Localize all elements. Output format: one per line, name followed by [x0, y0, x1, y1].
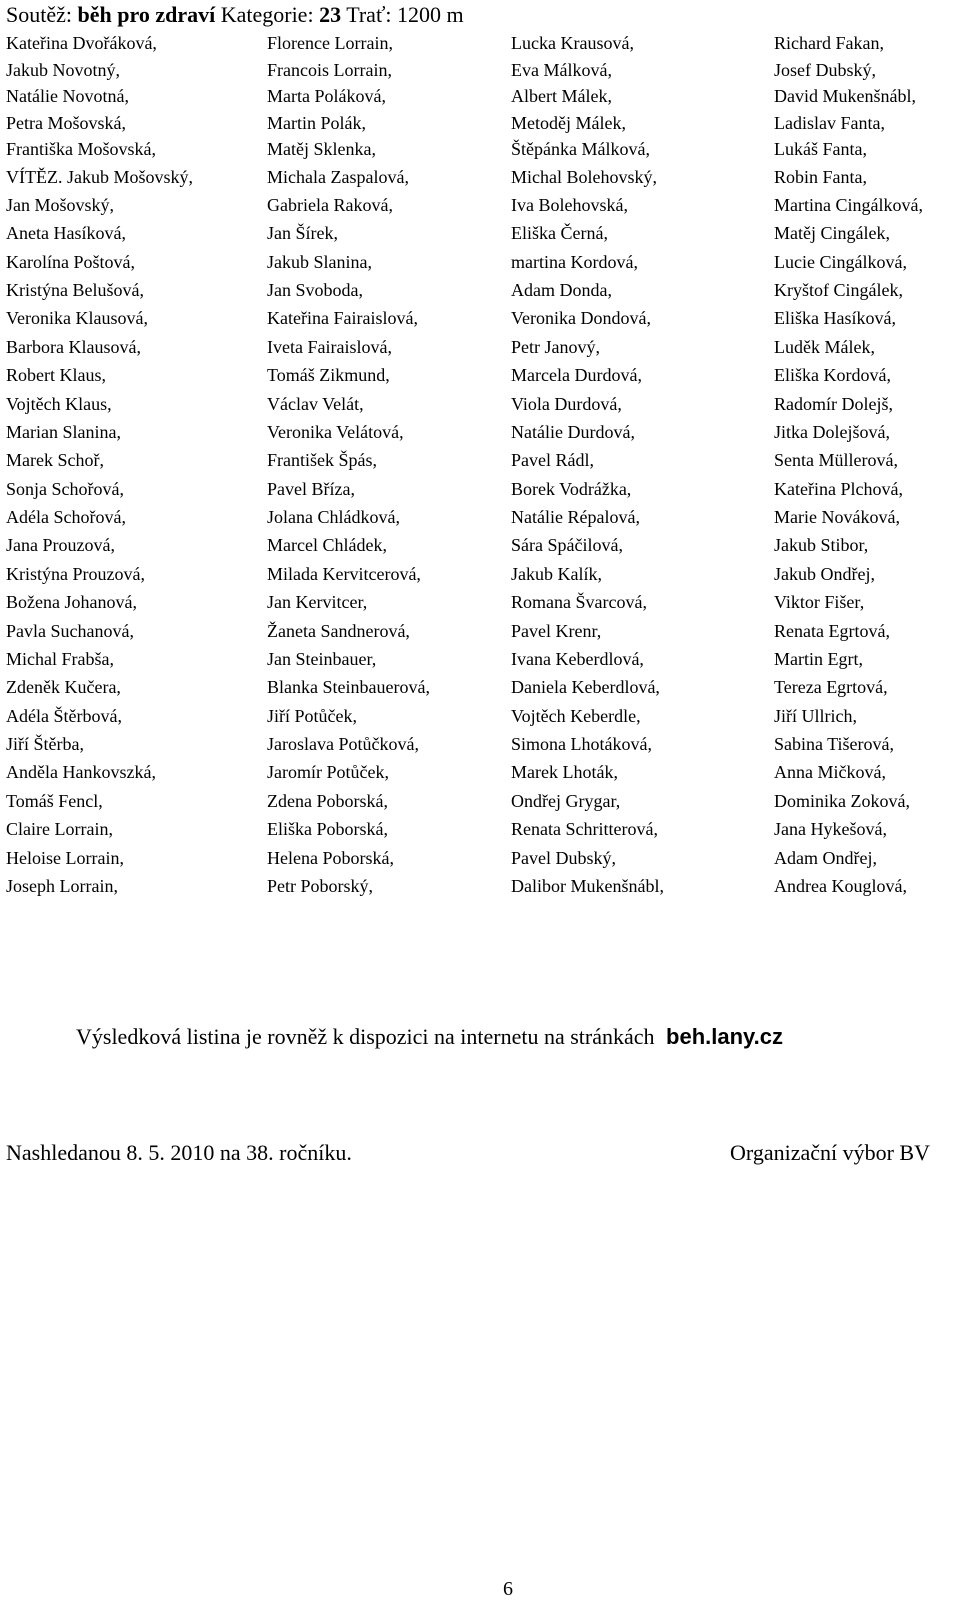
participant-name: Josef Dubský,	[774, 59, 876, 80]
participant-row	[6, 673, 956, 701]
participant-name: Kateřina Plchová,	[774, 478, 903, 499]
participant-row	[6, 191, 956, 219]
participant-name: Marek Schoř,	[6, 450, 104, 471]
participant-name: Adam Donda,	[511, 280, 612, 300]
participant-name: Robert Klaus,	[6, 365, 106, 386]
participant-name: Matěj Sklenka,	[267, 139, 376, 159]
participant-name: Natálie Répalová,	[511, 507, 640, 527]
participant-name: Joseph Lorrain,	[6, 875, 118, 896]
participant-name: Eliška Kordová,	[774, 365, 891, 386]
participant-name: Metoděj Málek,	[511, 112, 626, 133]
participant-row	[6, 390, 956, 418]
results-url: beh.lany.cz	[666, 1024, 784, 1049]
participant-name: Luděk Málek,	[774, 336, 875, 357]
participant-name: Sára Spáčilová,	[511, 535, 623, 556]
participant-name: Dominika Zoková,	[774, 790, 910, 811]
participant-name: Blanka Steinbauerová,	[267, 677, 430, 698]
participant-name: Ivana Keberdlová,	[511, 648, 644, 669]
participant-name: Veronika Dondová,	[511, 308, 651, 329]
participant-row	[6, 503, 956, 531]
participant-name: Jakub Kalík,	[511, 563, 602, 584]
participant-row	[6, 418, 956, 446]
participant-row	[6, 136, 956, 163]
participant-name: Lukáš Fanta,	[774, 139, 867, 159]
participant-name: Jolana Chládková,	[267, 507, 400, 527]
participant-name: Ladislav Fanta,	[774, 112, 885, 133]
participant-name: Eliška Černá,	[511, 223, 608, 244]
participant-name: Pavel Bříza,	[267, 478, 355, 499]
participant-name: Martin Egrt,	[774, 648, 863, 669]
participant-name: Jiří Potůček,	[267, 705, 357, 726]
participant-name: Jakub Novotný,	[6, 59, 120, 80]
participant-name: Tereza Egrtová,	[774, 677, 888, 698]
track-value: 1200 m	[396, 2, 464, 27]
participant-name: Štěpánka Málková,	[511, 139, 650, 159]
competition-label: Soutěž:	[6, 2, 72, 27]
participant-row	[6, 304, 956, 332]
participant-name: Jitka Dolejšová,	[774, 421, 890, 442]
participant-row	[6, 110, 956, 137]
participant-name: Žaneta Sandnerová,	[267, 620, 410, 641]
participant-name: Jana Hykešová,	[774, 819, 887, 840]
participant-name: Michal Frabša,	[6, 648, 114, 669]
participant-name: Sabina Tišerová,	[774, 734, 895, 754]
participant-row	[6, 30, 956, 57]
participant-name: Marian Slanina,	[6, 421, 121, 442]
participant-name: Heloise Lorrain,	[6, 847, 124, 868]
participant-name: Renata Egrtová,	[774, 620, 890, 641]
participant-name: martina Kordová,	[511, 251, 638, 272]
participant-name: Vojtěch Klaus,	[6, 393, 112, 414]
participant-name: Anděla Hankovszká,	[6, 762, 156, 783]
participant-name: Viola Durdová,	[511, 393, 622, 414]
participant-row	[6, 333, 956, 361]
participant-name: Božena Johanová,	[6, 592, 137, 613]
participants-grid	[6, 30, 956, 900]
participant-name: Lucka Krausová,	[511, 33, 634, 53]
participant-name: Marta Poláková,	[267, 86, 386, 106]
participant-name: Jakub Ondřej,	[774, 563, 875, 584]
participant-name: Kateřina Dvořáková,	[6, 33, 157, 53]
participant-row	[6, 758, 956, 786]
participant-name: Adéla Schořová,	[6, 507, 126, 527]
farewell-text: Nashledanou 8. 5. 2010 na 38. ročníku.	[6, 1140, 352, 1165]
participant-name: Jana Prouzová,	[6, 535, 115, 556]
participant-name: Viktor Fišer,	[774, 592, 865, 613]
participant-name: Vojtěch Keberdle,	[511, 705, 641, 726]
competition-name: běh pro zdraví	[77, 2, 216, 27]
participant-name: Helena Poborská,	[267, 847, 394, 868]
participant-row	[6, 702, 956, 730]
participant-name: Jiří Štěrba,	[6, 734, 84, 754]
track-label: Trať:	[346, 2, 392, 27]
page-number: 6	[503, 1578, 513, 1600]
participant-name: Marcel Chládek,	[267, 535, 387, 556]
participant-name: Albert Málek,	[511, 86, 612, 106]
participant-name: Lucie Cingálková,	[774, 251, 907, 272]
participant-name: Františka Mošovská,	[6, 139, 156, 159]
participant-name: Natálie Durdová,	[511, 421, 635, 442]
participant-name: Veronika Velátová,	[267, 421, 404, 442]
participant-name: VÍTĚZ. Jakub Mošovský,	[6, 166, 193, 187]
participant-name: Sonja Schořová,	[6, 478, 124, 499]
participant-row	[6, 645, 956, 673]
participant-row	[6, 163, 956, 191]
participant-row	[6, 219, 956, 247]
participant-name: Jan Kervitcer,	[267, 592, 368, 613]
participant-name: Veronika Klausová,	[6, 308, 148, 329]
participant-name: Iva Bolehovská,	[511, 194, 628, 215]
participant-row	[6, 588, 956, 616]
participant-name: Robin Fanta,	[774, 166, 867, 187]
participant-name: Pavel Dubský,	[511, 847, 616, 868]
participant-row	[6, 815, 956, 843]
participant-name: Dalibor Mukenšnábl,	[511, 875, 664, 896]
participant-name: Jaromír Potůček,	[267, 762, 389, 783]
participant-row	[6, 617, 956, 645]
participant-name: Barbora Klausová,	[6, 336, 141, 357]
participant-row	[6, 730, 956, 758]
participant-row	[6, 787, 956, 815]
participant-name: Claire Lorrain,	[6, 819, 113, 840]
participant-name: Eva Málková,	[511, 59, 612, 80]
results-note	[76, 1024, 783, 1050]
participant-name: Kristýna Prouzová,	[6, 563, 145, 584]
participant-name: Petr Janový,	[511, 336, 600, 357]
participant-name: Gabriela Raková,	[267, 194, 393, 215]
participant-name: Petr Poborský,	[267, 875, 374, 896]
participant-name: Jan Šírek,	[267, 223, 338, 244]
committee-signature: Organizační výbor BV	[730, 1140, 930, 1165]
participant-name: Anna Mičková,	[774, 762, 886, 783]
participant-name: Kristýna Belušová,	[6, 280, 144, 300]
participant-name: Tomáš Fencl,	[6, 790, 103, 811]
participant-name: Michal Bolehovský,	[511, 166, 657, 187]
participant-name: Romana Švarcová,	[511, 592, 647, 613]
participant-name: Tomáš Zikmund,	[267, 365, 390, 386]
participant-name: Pavla Suchanová,	[6, 620, 134, 641]
participant-row	[6, 844, 956, 872]
participant-name: Petra Mošovská,	[6, 112, 126, 133]
participant-name: František Špás,	[267, 450, 377, 471]
participant-row	[6, 361, 956, 389]
participant-name: Francois Lorrain,	[267, 59, 392, 80]
participant-row	[6, 248, 956, 276]
participant-row	[6, 475, 956, 503]
participant-row	[6, 83, 956, 110]
participant-name: Marcela Durdová,	[511, 365, 642, 386]
participant-name: Borek Vodrážka,	[511, 478, 632, 499]
participant-name: Jan Steinbauer,	[267, 648, 377, 669]
participant-name: Florence Lorrain,	[267, 33, 393, 53]
participant-name: Jakub Stibor,	[774, 535, 869, 556]
participant-name: Milada Kervitcerová,	[267, 563, 421, 584]
participant-name: Martin Polák,	[267, 112, 366, 133]
participant-name: Pavel Krenr,	[511, 620, 602, 641]
category-value: 23	[319, 2, 342, 27]
document-header	[6, 2, 464, 28]
participant-name: Martina Cingálková,	[774, 194, 923, 215]
participant-name: Andrea Kouglová,	[774, 875, 907, 896]
participant-row	[6, 57, 956, 84]
participant-name: David Mukenšnábl,	[774, 86, 916, 106]
participant-name: Marek Lhoták,	[511, 762, 618, 783]
participant-name: Kateřina Fairaislová,	[267, 308, 418, 329]
participant-name: Senta Müllerová,	[774, 450, 898, 471]
participant-name: Pavel Rádl,	[511, 450, 594, 471]
participant-name: Simona Lhotáková,	[511, 734, 652, 754]
participant-name: Michala Zaspalová,	[267, 166, 409, 187]
participant-name: Daniela Keberdlová,	[511, 677, 660, 698]
category-label: Kategorie:	[220, 2, 314, 27]
participant-row	[6, 276, 956, 304]
participant-name: Adam Ondřej,	[774, 847, 877, 868]
participant-name: Jiří Ullrich,	[774, 705, 857, 726]
participant-name: Renata Schritterová,	[511, 819, 658, 840]
participant-name: Richard Fakan,	[774, 33, 884, 53]
participant-row	[6, 560, 956, 588]
participant-name: Karolína Poštová,	[6, 251, 135, 272]
participant-name: Kryštof Cingálek,	[774, 280, 903, 300]
participant-row	[6, 531, 956, 559]
participant-name: Radomír Dolejš,	[774, 393, 893, 414]
participant-name: Aneta Hasíková,	[6, 223, 126, 244]
participant-name: Zdena Poborská,	[267, 790, 388, 811]
participant-name: Jan Svoboda,	[267, 280, 363, 300]
participant-name: Ondřej Grygar,	[511, 790, 621, 811]
participant-name: Jaroslava Potůčková,	[267, 734, 419, 754]
participant-name: Marie Nováková,	[774, 507, 900, 527]
participant-name: Eliška Hasíková,	[774, 308, 896, 329]
participant-name: Jan Mošovský,	[6, 194, 115, 215]
participant-name: Jakub Slanina,	[267, 251, 372, 272]
participant-name: Iveta Fairaislová,	[267, 336, 392, 357]
participant-name: Eliška Poborská,	[267, 819, 388, 840]
results-note-text: Výsledková listina je rovněž k dispozici na internetu na stránkách	[76, 1024, 655, 1049]
participant-name: Matěj Cingálek,	[774, 223, 890, 244]
participant-name: Zdeněk Kučera,	[6, 677, 121, 698]
participant-name: Adéla Štěrbová,	[6, 705, 122, 726]
participant-name: Natálie Novotná,	[6, 86, 129, 106]
participant-row	[6, 872, 956, 900]
participant-row	[6, 446, 956, 474]
participant-name: Václav Velát,	[267, 393, 364, 414]
